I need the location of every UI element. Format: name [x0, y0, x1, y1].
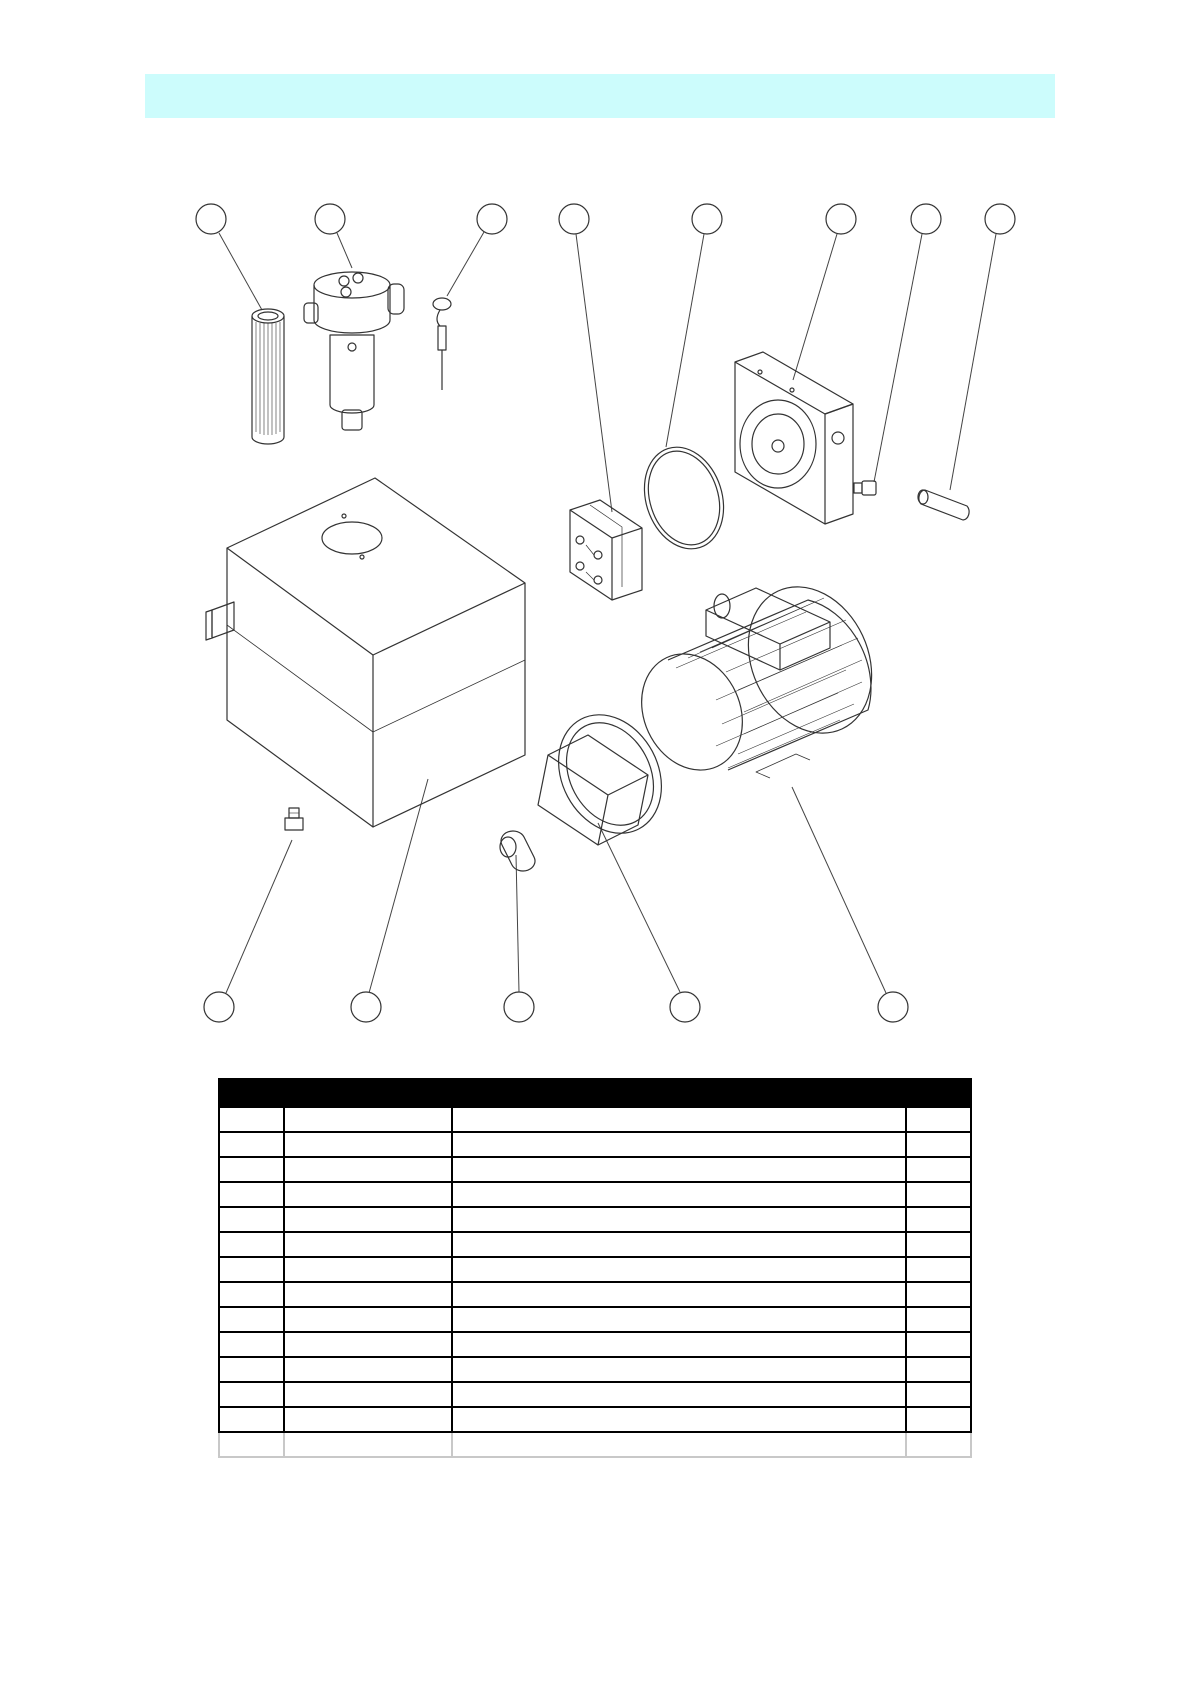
table-cell [906, 1332, 971, 1357]
table-cell [452, 1432, 906, 1457]
table-cell [284, 1307, 453, 1332]
table-cell [284, 1207, 453, 1232]
table-cell [452, 1407, 906, 1432]
plug-fitting [854, 481, 876, 495]
table-cell [284, 1232, 453, 1257]
table-cell [906, 1132, 971, 1157]
table-cell [219, 1282, 284, 1307]
callout-9 [204, 992, 234, 1022]
callout-1 [196, 204, 226, 234]
callout-12 [670, 992, 700, 1022]
table-row [219, 1182, 971, 1207]
callout-8 [985, 204, 1015, 234]
o-ring [632, 437, 736, 559]
table-row [219, 1432, 971, 1457]
table-cell [906, 1432, 971, 1457]
table-cell [219, 1307, 284, 1332]
callout-4 [559, 204, 589, 234]
callout-13 [878, 992, 908, 1022]
table-cell [284, 1107, 453, 1132]
table-cell [906, 1282, 971, 1307]
callout-5 [692, 204, 722, 234]
table-row [219, 1207, 971, 1232]
column-header [219, 1079, 284, 1107]
table-cell [284, 1407, 453, 1432]
table-row [219, 1307, 971, 1332]
table-header-row [219, 1079, 971, 1107]
table-cell [906, 1157, 971, 1182]
table-cell [452, 1182, 906, 1207]
table-cell [452, 1307, 906, 1332]
table-row [219, 1382, 971, 1407]
table-cell [906, 1207, 971, 1232]
table-cell [906, 1232, 971, 1257]
column-header [284, 1079, 453, 1107]
table-row [219, 1282, 971, 1307]
table-cell [284, 1382, 453, 1407]
coupling-pin [918, 490, 969, 520]
table-row [219, 1232, 971, 1257]
table-cell [906, 1407, 971, 1432]
table-cell [284, 1432, 453, 1457]
bell-housing [538, 697, 681, 852]
drain-plug [285, 808, 303, 830]
table-cell [219, 1357, 284, 1382]
table-row [219, 1407, 971, 1432]
table-cell [906, 1107, 971, 1132]
table-cell [219, 1132, 284, 1157]
level-gauge [433, 298, 451, 390]
callout-7 [911, 204, 941, 234]
table-cell [219, 1157, 284, 1182]
table-cell [452, 1107, 906, 1132]
callout-3 [477, 204, 507, 234]
table-cell [219, 1182, 284, 1207]
table-cell [219, 1257, 284, 1282]
table-cell [284, 1332, 453, 1357]
callout-10 [351, 992, 381, 1022]
table-cell [452, 1157, 906, 1182]
electric-motor [623, 567, 895, 787]
table-cell [284, 1132, 453, 1157]
table-cell [284, 1282, 453, 1307]
table-cell [452, 1257, 906, 1282]
table-cell [219, 1382, 284, 1407]
gear-pump [570, 500, 642, 600]
leader-lines [219, 232, 996, 993]
column-header [906, 1079, 971, 1107]
table-cell [906, 1257, 971, 1282]
table-cell [284, 1257, 453, 1282]
table-cell [452, 1232, 906, 1257]
table-cell [452, 1332, 906, 1357]
table-row [219, 1132, 971, 1157]
callout-6 [826, 204, 856, 234]
table-cell [219, 1107, 284, 1132]
table-cell [219, 1407, 284, 1432]
table-cell [219, 1207, 284, 1232]
table-cell [906, 1307, 971, 1332]
table-cell [452, 1382, 906, 1407]
table-cell [219, 1432, 284, 1457]
table-cell [219, 1332, 284, 1357]
table-cell [284, 1182, 453, 1207]
table-cell [452, 1282, 906, 1307]
table-cell [452, 1357, 906, 1382]
table-cell [906, 1182, 971, 1207]
table-cell [906, 1382, 971, 1407]
coupling-half [500, 831, 535, 871]
table-cell [906, 1357, 971, 1382]
table-cell [284, 1157, 453, 1182]
callout-2 [315, 204, 345, 234]
table-cell [452, 1207, 906, 1232]
column-header [452, 1079, 906, 1107]
table-row [219, 1107, 971, 1132]
table-cell [219, 1232, 284, 1257]
callout-11 [504, 992, 534, 1022]
table-row [219, 1332, 971, 1357]
filter-housing [304, 272, 404, 430]
parts-table [218, 1078, 972, 1458]
table-cell [452, 1132, 906, 1157]
filter-element [252, 309, 284, 444]
table-row [219, 1157, 971, 1182]
table-cell [284, 1357, 453, 1382]
table-row [219, 1357, 971, 1382]
table-row [219, 1257, 971, 1282]
oil-tank [206, 478, 525, 827]
